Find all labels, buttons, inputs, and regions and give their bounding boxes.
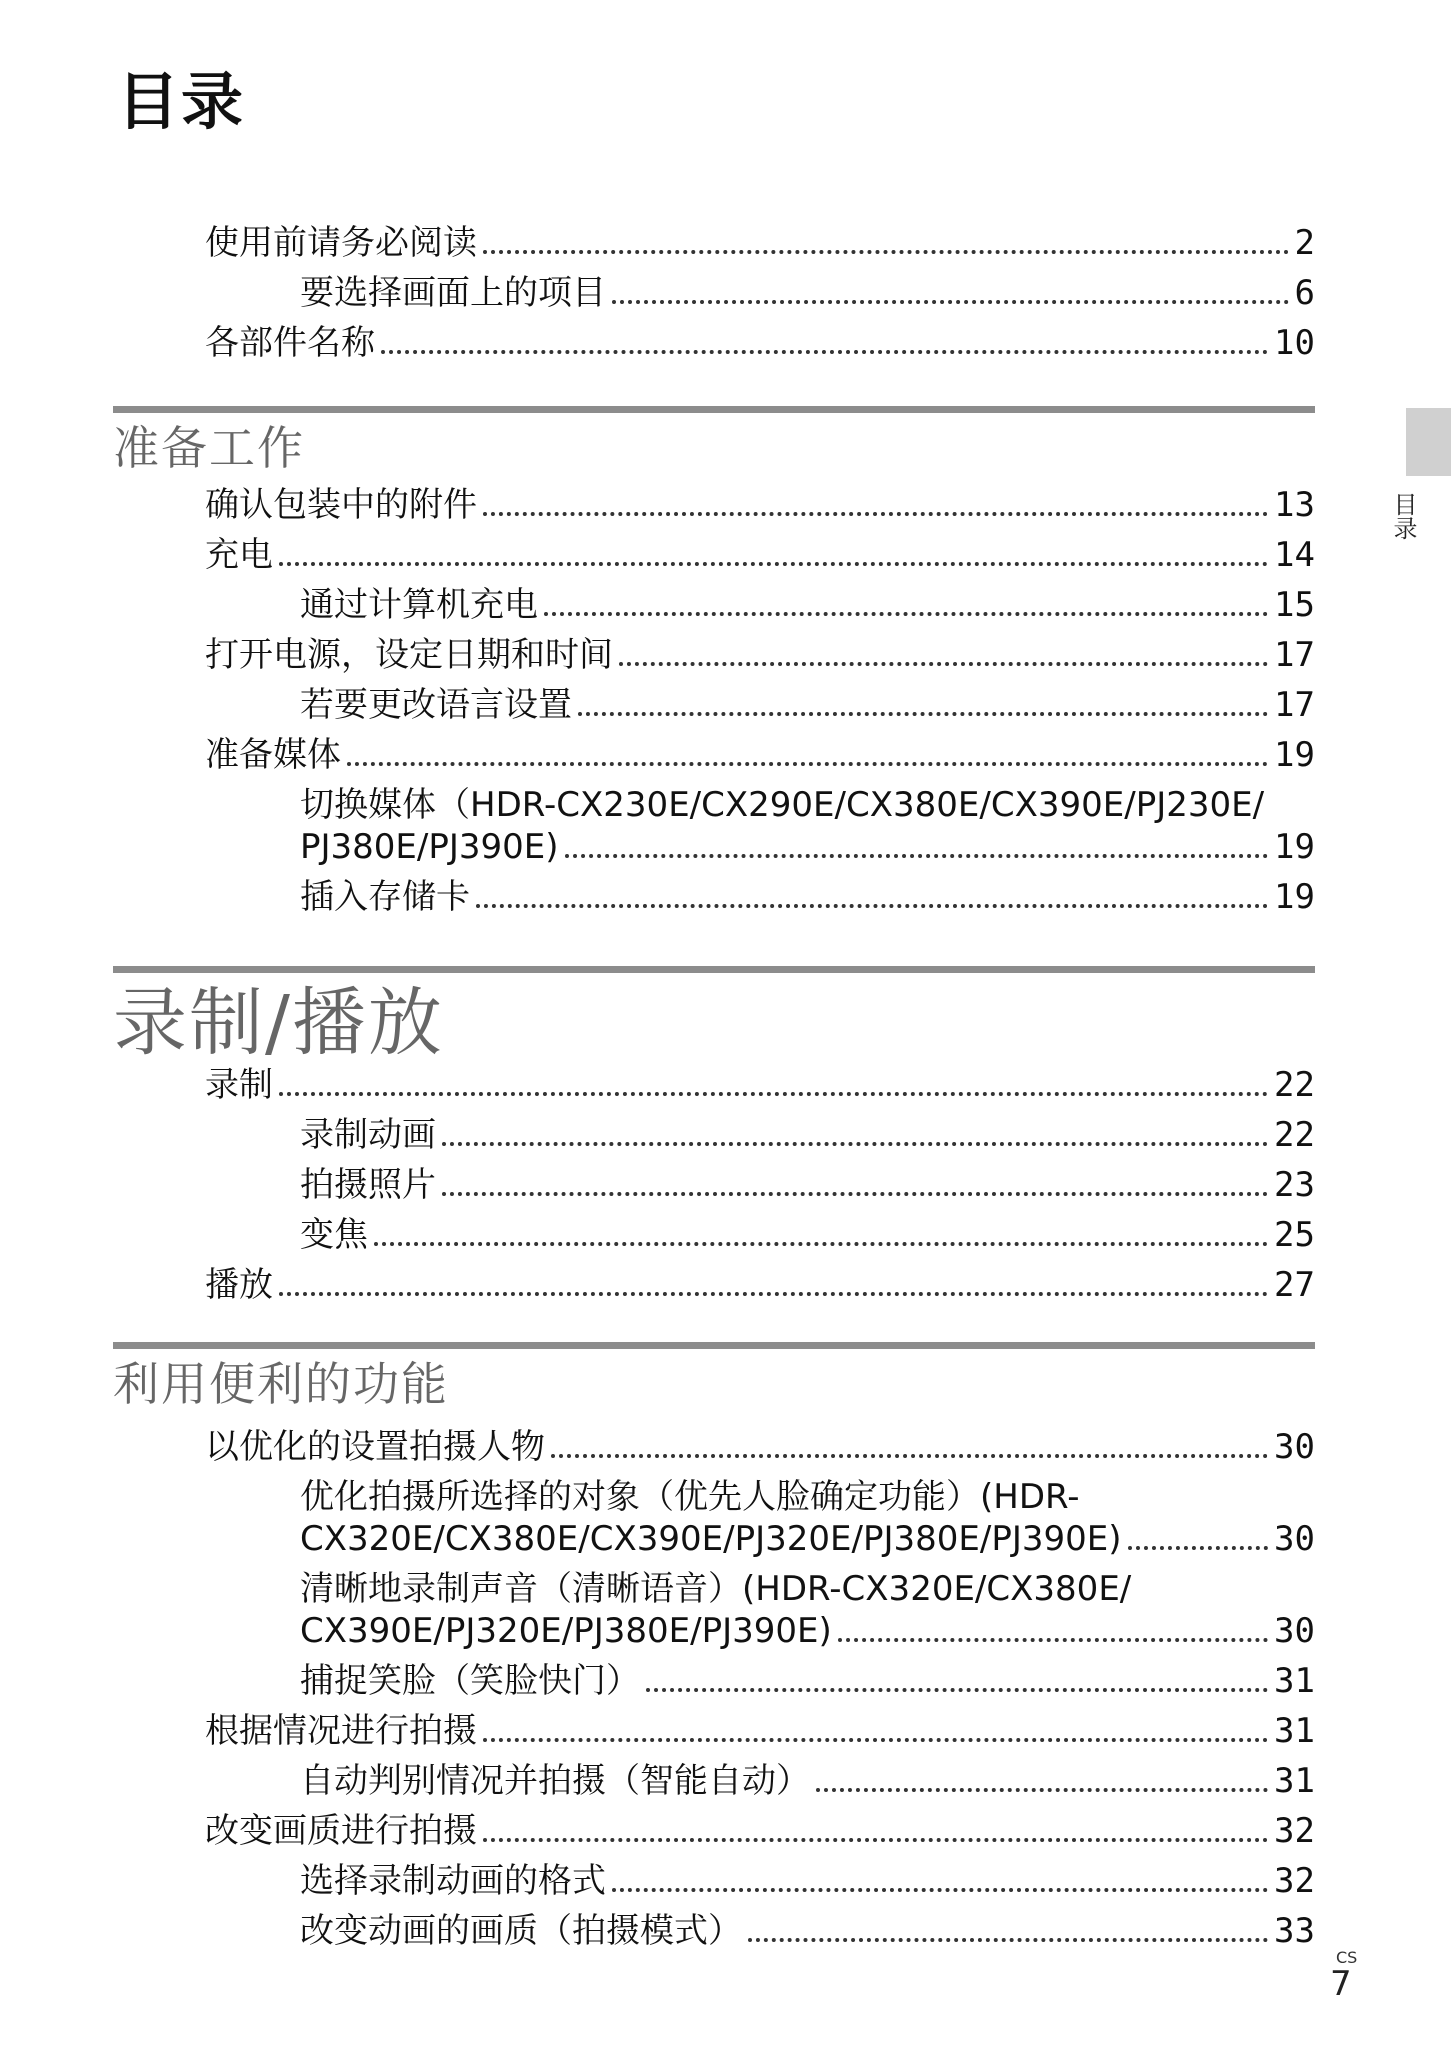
page-title: 目录 — [117, 65, 246, 138]
toc-entry[interactable] — [300, 1856, 1315, 1906]
toc-entry[interactable] — [300, 1656, 1315, 1706]
toc-entry[interactable] — [300, 268, 1315, 318]
toc-entry-first-line[interactable]: 切换媒体（HDR-CX230E/CX290E/CX380E/CX390E/PJ230E/ — [300, 785, 1265, 825]
toc-entry-label: 改变动画的画质（拍摄模式） — [300, 1911, 742, 1951]
leader-dots — [748, 1938, 1268, 1942]
toc-entry-label: 通过计算机充电 — [300, 585, 538, 625]
toc-entry-label: 自动判别情况并拍摄（智能自动） — [300, 1761, 810, 1801]
leader-dots — [551, 1454, 1268, 1458]
toc-entry-page: 19 — [1274, 877, 1315, 917]
toc-entry-page: 30 — [1274, 1519, 1315, 1559]
toc-entry[interactable] — [300, 1210, 1315, 1260]
leader-dots — [619, 662, 1268, 666]
toc-entry-page: 2 — [1294, 223, 1315, 263]
toc-entry-label: 各部件名称 — [205, 323, 375, 363]
toc-entry-page: 32 — [1274, 1861, 1315, 1901]
toc-entry-page: 6 — [1294, 273, 1315, 313]
toc-entry-page: 32 — [1274, 1811, 1315, 1851]
page-number: 7 — [1330, 1964, 1352, 2004]
toc-entry-label: CX320E/CX380E/CX390E/PJ320E/PJ380E/PJ390E) — [300, 1519, 1122, 1559]
toc-entry[interactable] — [300, 1160, 1315, 1210]
leader-dots — [347, 762, 1268, 766]
toc-entry[interactable] — [205, 1260, 1315, 1310]
toc-entry-page: 31 — [1274, 1661, 1315, 1701]
toc-entry-page: 22 — [1274, 1115, 1315, 1155]
toc-entry-page: 30 — [1274, 1611, 1315, 1651]
toc-entry-page: 19 — [1274, 827, 1315, 867]
toc-entry-page: 10 — [1274, 323, 1315, 363]
toc-entry-label: 若要更改语言设置 — [300, 685, 572, 725]
toc-entry-page: 19 — [1274, 735, 1315, 775]
leader-dots — [483, 512, 1268, 516]
toc-entry-page: 14 — [1274, 535, 1315, 575]
toc-entry-page: 30 — [1274, 1427, 1315, 1467]
toc-entry-first-line[interactable]: 清晰地录制声音（清晰语音）(HDR-CX320E/CX380E/ — [300, 1569, 1132, 1609]
toc-entry-page: 15 — [1274, 585, 1315, 625]
toc-entry[interactable] — [205, 318, 1315, 368]
toc-entry[interactable] — [205, 1806, 1315, 1856]
toc-entry[interactable] — [300, 1906, 1315, 1956]
section-title: 利用便利的功能 — [113, 1357, 449, 1411]
toc-entry-page: 25 — [1274, 1215, 1315, 1255]
leader-dots — [483, 250, 1289, 254]
toc-entry-page: 13 — [1274, 485, 1315, 525]
toc-entry[interactable] — [205, 530, 1315, 580]
section-title: 准备工作 — [113, 421, 305, 475]
toc-entry-first-line[interactable]: 优化拍摄所选择的对象（优先人脸确定功能）(HDR- — [300, 1477, 1080, 1517]
page-language-code: CS — [1336, 1948, 1358, 1967]
toc-entry-page: 22 — [1274, 1065, 1315, 1105]
leader-dots — [483, 1738, 1268, 1742]
toc-entry[interactable] — [300, 872, 1315, 922]
toc-entry-page: 17 — [1274, 685, 1315, 725]
toc-entry[interactable] — [300, 1756, 1315, 1806]
toc-entry-label: 改变画质进行拍摄 — [205, 1811, 477, 1851]
leader-dots — [381, 350, 1268, 354]
toc-entry-label: CX390E/PJ320E/PJ380E/PJ390E) — [300, 1611, 832, 1651]
toc-entry[interactable] — [300, 1606, 1315, 1656]
side-tab-marker — [1406, 408, 1451, 476]
toc-entry-label: 选择录制动画的格式 — [300, 1861, 606, 1901]
leader-dots — [374, 1242, 1268, 1246]
toc-entry-label: 准备媒体 — [205, 735, 341, 775]
toc-entry-label: 录制 — [205, 1065, 273, 1105]
toc-entry[interactable] — [205, 218, 1315, 268]
toc-entry-page: 31 — [1274, 1761, 1315, 1801]
leader-dots — [646, 1688, 1268, 1692]
toc-entry-page: 27 — [1274, 1265, 1315, 1305]
toc-entry-page: 23 — [1274, 1165, 1315, 1205]
toc-entry[interactable] — [205, 480, 1315, 530]
toc-entry-label: 插入存储卡 — [300, 877, 470, 917]
toc-entry-label: 以优化的设置拍摄人物 — [205, 1427, 545, 1467]
leader-dots — [838, 1638, 1268, 1642]
toc-entry-label: PJ380E/PJ390E) — [300, 827, 559, 867]
toc-entry[interactable] — [205, 1060, 1315, 1110]
toc-entry-label: 录制动画 — [300, 1115, 436, 1155]
leader-dots — [612, 300, 1289, 304]
toc-entry[interactable] — [300, 1514, 1315, 1564]
toc-entry-label: 拍摄照片 — [300, 1165, 436, 1205]
toc-entry[interactable] — [205, 1422, 1315, 1472]
toc-entry[interactable] — [205, 730, 1315, 780]
toc-entry-label: 根据情况进行拍摄 — [205, 1711, 477, 1751]
leader-dots — [279, 1292, 1268, 1296]
side-tab-label: 目录 — [1389, 492, 1417, 540]
leader-dots — [442, 1142, 1268, 1146]
toc-entry-label: 捕捉笑脸（笑脸快门） — [300, 1661, 640, 1701]
toc-entry-label: 确认包装中的附件 — [205, 485, 477, 525]
toc-entry[interactable] — [300, 1110, 1315, 1160]
toc-entry-page: 31 — [1274, 1711, 1315, 1751]
toc-entry[interactable] — [205, 630, 1315, 680]
toc-entry-label: 充电 — [205, 535, 273, 575]
toc-entry-label: 使用前请务必阅读 — [205, 223, 477, 263]
leader-dots — [612, 1888, 1268, 1892]
toc-entry[interactable] — [300, 580, 1315, 630]
toc-entry[interactable] — [300, 680, 1315, 730]
leader-dots — [483, 1838, 1268, 1842]
leader-dots — [279, 1092, 1268, 1096]
leader-dots — [565, 854, 1269, 858]
leader-dots — [816, 1788, 1268, 1792]
toc-entry-label: 打开电源，设定日期和时间 — [205, 635, 613, 675]
toc-entry[interactable] — [300, 822, 1315, 872]
toc-entry-label: 变焦 — [300, 1215, 368, 1255]
leader-dots — [442, 1192, 1268, 1196]
toc-entry-page: 17 — [1274, 635, 1315, 675]
leader-dots — [578, 712, 1268, 716]
toc-entry[interactable] — [205, 1706, 1315, 1756]
toc-entry-label: 要选择画面上的项目 — [300, 273, 606, 313]
leader-dots — [1128, 1546, 1269, 1550]
toc-entry-page: 33 — [1274, 1911, 1315, 1951]
leader-dots — [544, 612, 1268, 616]
toc-entry-label: 播放 — [205, 1265, 273, 1305]
leader-dots — [476, 904, 1268, 908]
section-title: 录制/播放 — [113, 980, 444, 1066]
leader-dots — [279, 562, 1268, 566]
